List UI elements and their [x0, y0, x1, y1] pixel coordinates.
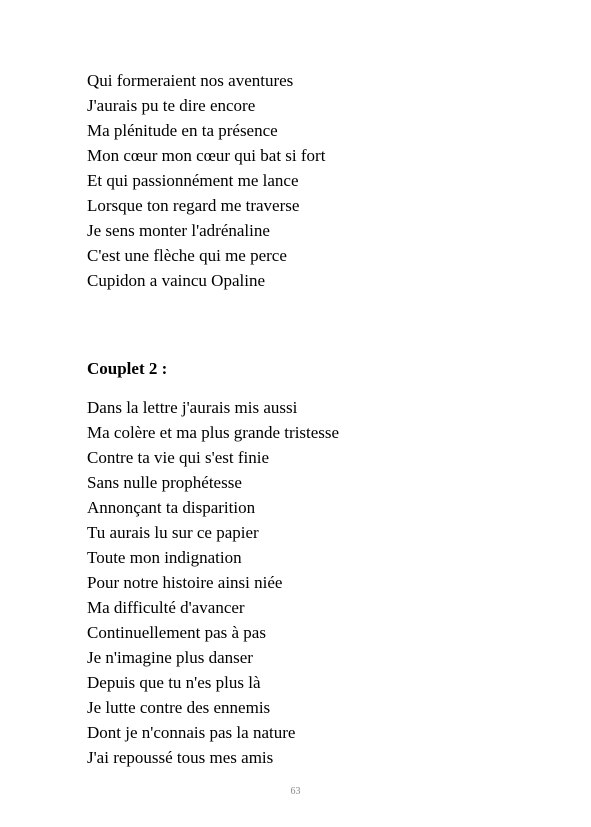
- lyric-line: Je lutte contre des ennemis: [87, 698, 271, 717]
- lyric-line: Depuis que tu n'es plus là: [87, 673, 261, 692]
- lyric-line: Je n'imagine plus danser: [87, 648, 253, 667]
- page-number: 63: [290, 786, 301, 797]
- lyric-line: Ma difficulté d'avancer: [87, 598, 245, 617]
- lyric-line: Et qui passionnément me lance: [87, 171, 299, 190]
- lyric-line: Tu aurais lu sur ce papier: [87, 523, 259, 542]
- stanza-lyrics: [87, 68, 325, 293]
- lyric-line: Mon cœur mon cœur qui bat si fort: [87, 146, 326, 165]
- lyric-line: Ma colère et ma plus grande tristesse: [87, 423, 340, 442]
- lyric-line: Continuellement pas à pas: [87, 623, 266, 642]
- lyric-line: J'ai repoussé tous mes amis: [87, 748, 274, 767]
- lyric-line: Cupidon a vaincu Opaline: [87, 271, 265, 290]
- lyric-line: Dans la lettre j'aurais mis aussi: [87, 398, 298, 417]
- lyric-line: Ma plénitude en ta présence: [87, 121, 278, 140]
- lyric-line: Annonçant ta disparition: [87, 498, 256, 517]
- couplet-lyrics: [87, 395, 339, 770]
- lyric-line: J'aurais pu te dire encore: [87, 96, 256, 115]
- lyric-line: Toute mon indignation: [87, 548, 242, 567]
- lyric-line: Lorsque ton regard me traverse: [87, 196, 300, 215]
- lyric-line: Pour notre histoire ainsi niée: [87, 573, 283, 592]
- lyric-line: Sans nulle prophétesse: [87, 473, 242, 492]
- lyric-line: Dont je n'connais pas la nature: [87, 723, 296, 742]
- lyric-line: C'est une flèche qui me perce: [87, 246, 287, 265]
- couplet-heading: Couplet 2 :: [87, 359, 168, 378]
- lyric-line: Contre ta vie qui s'est finie: [87, 448, 269, 467]
- lyric-line: Qui formeraient nos aventures: [87, 71, 294, 90]
- lyric-line: Je sens monter l'adrénaline: [87, 221, 270, 240]
